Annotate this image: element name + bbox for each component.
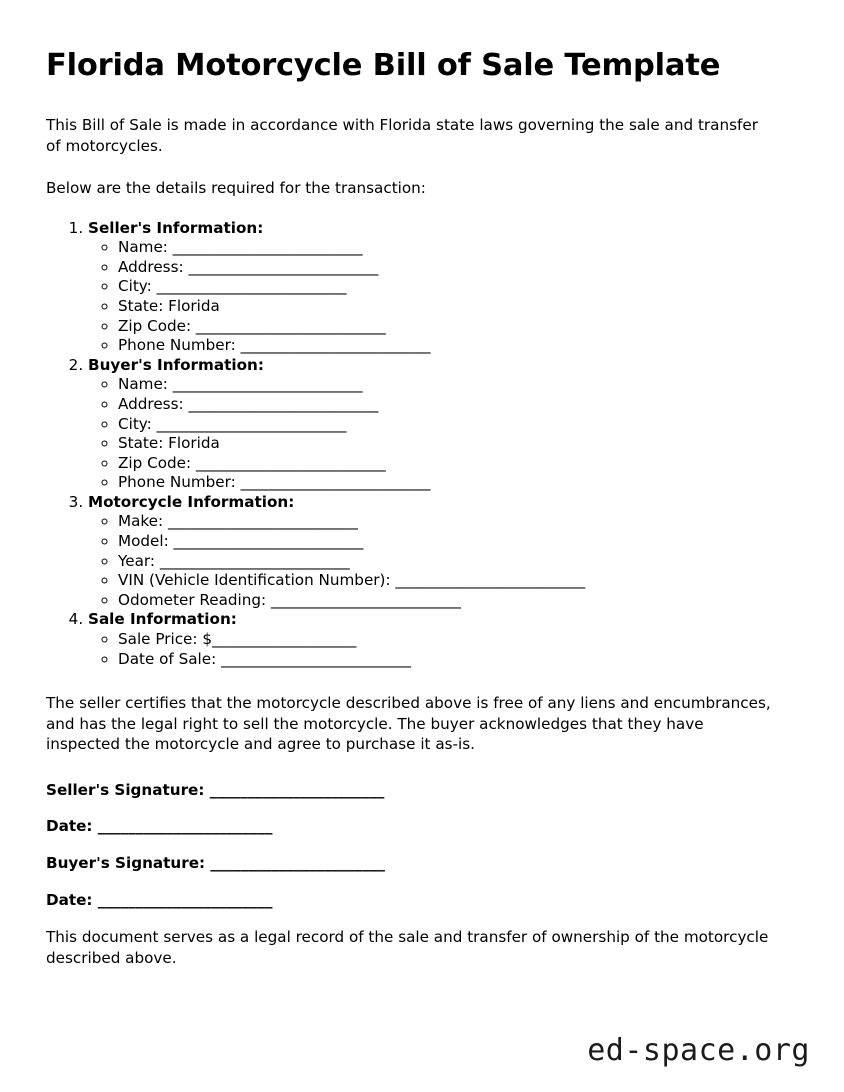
field-phone-number <box>118 473 772 493</box>
field-blank: ___________________ <box>212 630 357 649</box>
section-heading: 1. Seller's Information: <box>88 218 264 237</box>
seller-signature-row <box>46 781 772 801</box>
field-label: Sale Price: $ <box>118 630 212 649</box>
field-city <box>118 277 772 297</box>
field-year <box>118 552 772 572</box>
buyer-signature-row <box>46 854 772 874</box>
signature-label: Buyer's Signature: <box>46 853 211 872</box>
field-label: Address: <box>118 394 189 413</box>
field-blank: _________________________ <box>195 316 386 335</box>
field-list <box>88 512 772 610</box>
field-label: Date of Sale: <box>118 649 222 668</box>
field-phone-number <box>118 336 772 356</box>
field-list <box>88 630 772 669</box>
page-title: Florida Motorcycle Bill of Sale Template <box>46 48 721 83</box>
seller-date-row <box>46 817 772 837</box>
field-list <box>88 238 772 356</box>
field-blank: _________________________ <box>240 473 431 492</box>
field-zip-code <box>118 317 772 337</box>
field-sale-price <box>118 630 772 650</box>
field-name <box>118 238 772 258</box>
field-model <box>118 532 772 552</box>
field-label: Name: <box>118 238 173 257</box>
field-label: Odometer Reading: <box>118 590 271 609</box>
field-state <box>118 434 772 454</box>
details-lead-paragraph: Below are the details required for the transaction: <box>46 179 426 198</box>
field-label: Make: <box>118 512 168 531</box>
field-blank: _________________________ <box>167 512 358 531</box>
signature-blank: _______________________ <box>209 780 385 799</box>
details-list <box>46 219 772 670</box>
section-buyers-information <box>88 356 772 493</box>
intro-paragraph: This Bill of Sale is made in accordance with Florida state laws governing the sale and transfer of motorcycles. <box>46 116 758 155</box>
field-blank: _________________________ <box>172 375 363 394</box>
buyer-date-row <box>46 891 772 911</box>
field-odometer-reading <box>118 591 772 611</box>
field-blank: _________________________ <box>188 394 379 413</box>
spacer <box>46 669 772 693</box>
document-content <box>46 48 772 990</box>
field-label: Zip Code: <box>118 316 196 335</box>
field-label: Name: <box>118 375 173 394</box>
field-city <box>118 415 772 435</box>
field-date-of-sale <box>118 650 772 670</box>
field-blank: _________________________ <box>172 238 363 257</box>
field-blank: _________________________ <box>195 453 386 472</box>
field-blank: _________________________ <box>173 532 364 551</box>
field-address <box>118 395 772 415</box>
field-label: State: Florida <box>118 434 220 453</box>
field-label: Address: <box>118 257 189 276</box>
section-motorcycle-information <box>88 493 772 611</box>
field-label: State: Florida <box>118 296 220 315</box>
field-label: City: <box>118 277 157 296</box>
field-blank: _________________________ <box>156 277 347 296</box>
field-label: Zip Code: <box>118 453 196 472</box>
field-label: VIN (Vehicle Identification Number): <box>118 571 396 590</box>
field-zip-code <box>118 454 772 474</box>
field-address <box>118 258 772 278</box>
field-blank: _________________________ <box>221 649 411 668</box>
field-make <box>118 512 772 532</box>
field-blank: _________________________ <box>271 590 461 609</box>
section-heading: 3. Motorcycle Information: <box>88 492 295 511</box>
section-heading: 4. Sale Information: <box>88 610 237 629</box>
field-label: City: <box>118 414 157 433</box>
section-sale-information <box>88 610 772 669</box>
signature-label: Date: <box>46 890 98 909</box>
section-sellers-information <box>88 219 772 356</box>
signature-label: Date: <box>46 817 98 836</box>
field-label: Phone Number: <box>118 336 241 355</box>
field-label: Model: <box>118 532 174 551</box>
field-blank: _________________________ <box>156 414 347 433</box>
field-vin <box>118 571 772 591</box>
signature-blank: _______________________ <box>97 890 273 909</box>
closing-paragraph: This document serves as a legal record of the sale and transfer of ownership of the motorcycle described above. <box>46 928 769 967</box>
field-label: Year: <box>118 551 160 570</box>
section-heading: 2. Buyer's Information: <box>88 355 264 374</box>
field-list <box>88 375 772 493</box>
field-name <box>118 375 772 395</box>
field-blank: _________________________ <box>240 336 431 355</box>
field-label: Phone Number: <box>118 473 241 492</box>
signature-block <box>46 781 772 910</box>
signature-blank: _______________________ <box>97 817 273 836</box>
signature-blank: _______________________ <box>210 853 386 872</box>
field-blank: _________________________ <box>395 571 586 590</box>
certification-paragraph: The seller certifies that the motorcycle described above is free of any liens and encumbrances, and has the legal right to sell the motorcycle. The buyer acknowledges that they have inspected the motorcycle and agree to purchase it as-is. <box>46 694 771 754</box>
field-blank: _________________________ <box>159 551 350 570</box>
site-watermark: ed-space.org <box>587 1033 810 1068</box>
signature-label: Seller's Signature: <box>46 780 210 799</box>
field-blank: _________________________ <box>188 257 379 276</box>
field-state <box>118 297 772 317</box>
